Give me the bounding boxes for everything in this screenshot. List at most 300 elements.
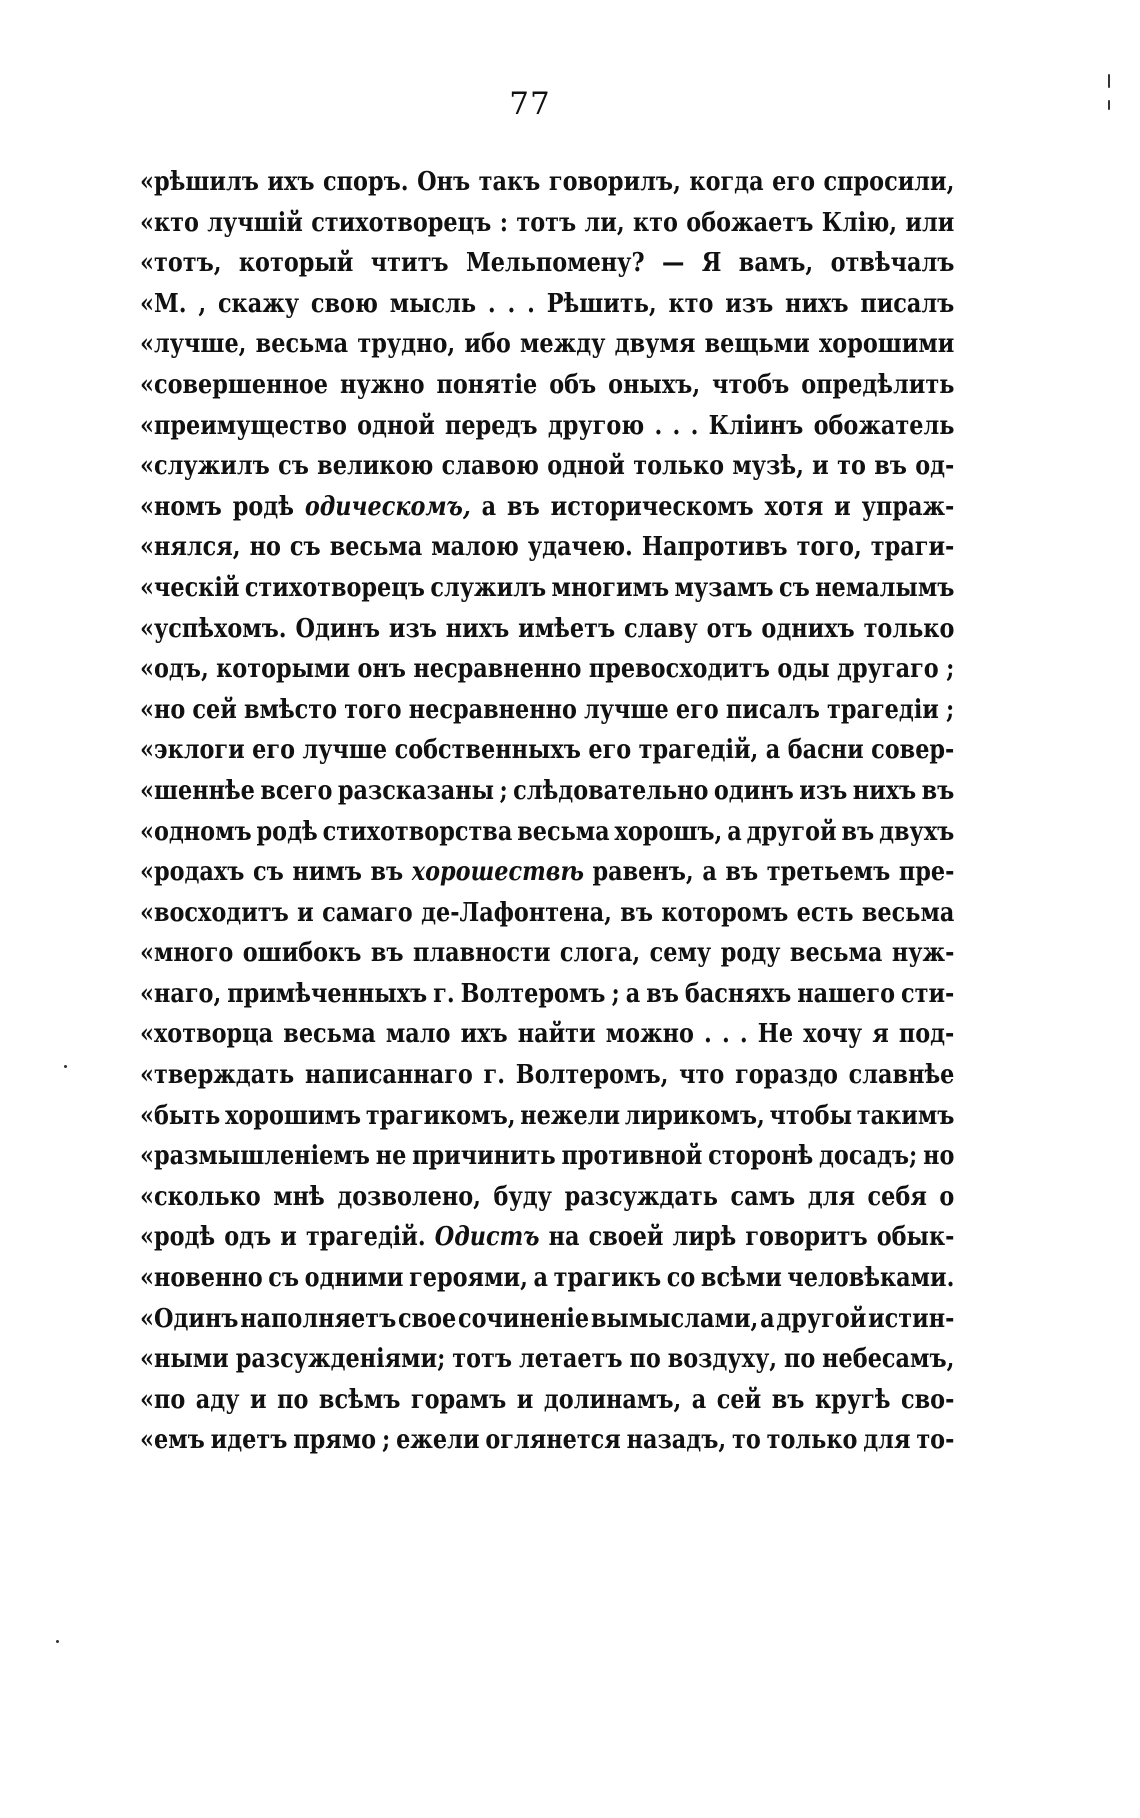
word: и <box>834 491 851 522</box>
word: сти- <box>900 978 955 1009</box>
word: «успѣхомъ. <box>140 613 287 644</box>
word: «номъ <box>140 491 222 522</box>
word: вымыслами, <box>590 1303 759 1334</box>
word: Напротивъ <box>641 532 788 563</box>
word: «емъ <box>140 1425 205 1456</box>
word: противной <box>561 1141 703 1172</box>
word: лирикомъ, <box>624 1100 765 1131</box>
word: трагедіи <box>827 694 939 725</box>
word: сво- <box>901 1384 955 1415</box>
word: тотъ <box>516 207 577 238</box>
text-line <box>140 690 954 731</box>
word: ошибокъ <box>242 938 362 969</box>
word: которыми <box>216 654 351 685</box>
word: и <box>812 451 829 482</box>
ink-speck <box>1108 100 1110 110</box>
word: въ <box>725 857 759 888</box>
word: о <box>939 1181 955 1212</box>
word: несравненно <box>413 654 582 685</box>
word: нихъ <box>785 288 849 319</box>
word: «одъ, <box>140 654 209 685</box>
word: тотъ <box>452 1344 513 1375</box>
word: кто <box>668 288 714 319</box>
word: всѣми <box>700 1263 782 1294</box>
word: того <box>344 694 402 725</box>
word: гораздо <box>735 1060 838 1091</box>
word: «эклоги <box>140 735 245 766</box>
word: написаннаго <box>305 1060 473 1091</box>
word: нихъ <box>852 775 917 806</box>
word: «но <box>140 694 186 725</box>
word: ; <box>946 654 955 685</box>
word: «быть <box>140 1100 221 1131</box>
word: весьма <box>861 897 955 928</box>
word: небесамъ, <box>822 1344 955 1375</box>
text-line <box>140 893 954 934</box>
word: Кліинъ <box>708 410 804 441</box>
word: съ <box>778 572 810 603</box>
word: под- <box>898 1019 955 1050</box>
word: ихъ <box>460 1019 508 1050</box>
word: самъ <box>730 1181 796 1212</box>
word: самаго <box>322 897 413 928</box>
word: двухъ <box>879 816 955 847</box>
word: весьма <box>255 329 349 360</box>
word: родѣ <box>256 816 318 847</box>
word: совер- <box>871 735 955 766</box>
word: «нялся, <box>140 532 241 563</box>
word: для <box>863 1425 911 1456</box>
word: всѣмъ <box>318 1384 401 1415</box>
word: . <box>704 1019 712 1050</box>
word: понятіе <box>436 369 538 400</box>
word: «восходитъ <box>140 897 289 928</box>
word: Не <box>757 1019 794 1050</box>
word: роду <box>720 938 781 969</box>
word: Волтеромъ, <box>515 1060 669 1091</box>
word: вамъ, <box>738 248 814 279</box>
word: ежели <box>396 1425 480 1456</box>
word: Одистъ <box>434 1222 540 1253</box>
word: славу <box>623 613 698 644</box>
word: собственныхъ <box>394 735 581 766</box>
word: между <box>519 329 606 360</box>
word: съ <box>278 451 309 482</box>
word: только <box>633 451 725 482</box>
word: сочиненіе <box>457 1303 590 1334</box>
word: басни <box>787 735 864 766</box>
word: «родѣ <box>140 1222 216 1253</box>
word: съ <box>289 532 321 563</box>
word: его <box>252 735 296 766</box>
word: «тотъ, <box>140 248 222 279</box>
word: «шеннѣе <box>140 775 255 806</box>
word: другаго <box>837 654 939 685</box>
word: сему <box>649 938 712 969</box>
word: многимъ <box>551 572 670 603</box>
word: споръ. <box>323 167 409 197</box>
text-line <box>140 812 954 853</box>
word: славою <box>441 451 539 482</box>
word: одическомъ, <box>304 491 471 522</box>
word: есть <box>796 897 854 928</box>
ink-speck <box>56 1640 59 1643</box>
word: стихотворства <box>322 816 513 847</box>
word: «новенно <box>140 1263 263 1294</box>
word: что <box>679 1060 725 1091</box>
word: говорилъ, <box>548 167 681 197</box>
word: отъ <box>706 613 753 644</box>
word: «служилъ <box>140 451 270 482</box>
word: и <box>280 1222 297 1253</box>
word: опредѣлить <box>801 369 955 400</box>
word: передъ <box>445 410 538 441</box>
word: вещьми <box>704 329 810 360</box>
word: буду <box>493 1181 552 1212</box>
word: всего <box>260 775 333 806</box>
word: свое <box>397 1303 457 1334</box>
text-line <box>140 649 954 690</box>
word: Я <box>701 248 722 279</box>
word: скажу <box>217 288 300 319</box>
word: а <box>533 1263 548 1294</box>
word: славнѣе <box>848 1060 955 1091</box>
word: хотя <box>764 491 824 522</box>
word: и <box>250 1384 267 1415</box>
word: героями, <box>409 1263 528 1294</box>
word: хорошъ, <box>614 816 723 847</box>
word: плавности <box>412 938 551 969</box>
text-line <box>140 1014 954 1055</box>
word: сторонѣ <box>708 1141 814 1172</box>
word: . <box>507 288 516 319</box>
word: «тверждать <box>140 1060 295 1091</box>
word: въ <box>507 491 540 522</box>
word: другой <box>746 816 837 847</box>
word: онъ <box>357 654 406 685</box>
text-line <box>140 730 954 771</box>
text-line <box>140 243 954 284</box>
word: превосходитъ <box>588 654 770 685</box>
word: «преимущество <box>140 410 347 441</box>
word: въ <box>646 978 679 1009</box>
word: ; <box>381 1425 391 1456</box>
word: лучше <box>584 694 669 725</box>
word: обожаетъ <box>686 207 814 238</box>
word: «кто <box>140 207 199 238</box>
text-line <box>140 365 954 406</box>
word: «наго, <box>140 978 222 1009</box>
word: долинамъ, <box>543 1384 682 1415</box>
word: летаетъ <box>518 1344 623 1375</box>
ink-speck <box>64 1065 67 1068</box>
text-line <box>140 1177 954 1218</box>
word: од- <box>915 451 955 482</box>
text-line <box>140 527 954 568</box>
word: а <box>727 816 742 847</box>
word: «совершенное <box>140 369 329 400</box>
word: съ <box>253 857 284 888</box>
word: «много <box>140 938 234 969</box>
word: трагедій. <box>305 1222 426 1253</box>
word: третьемъ <box>766 857 891 888</box>
word: Волтеромъ <box>460 978 606 1009</box>
word: другою <box>547 410 645 441</box>
word: говоритъ <box>745 1222 868 1253</box>
word: хочу <box>803 1019 863 1050</box>
word: г. <box>433 978 455 1009</box>
word: изъ <box>725 288 774 319</box>
word: лучше <box>302 735 388 766</box>
word: другой <box>776 1303 867 1334</box>
word: чтобы <box>769 1100 853 1131</box>
word: весьма <box>283 1019 376 1050</box>
word: причинить <box>412 1141 556 1172</box>
word: . <box>527 288 535 319</box>
word: чтитъ <box>370 248 449 279</box>
word: «хотворца <box>140 1019 274 1050</box>
text-line <box>140 1055 954 1096</box>
text-line <box>140 284 954 325</box>
word: мнѣ <box>273 1181 325 1212</box>
word: обожатель <box>813 410 955 441</box>
word: и <box>516 1384 534 1415</box>
word: мысль <box>389 288 477 319</box>
word: свою <box>310 288 378 319</box>
word: аду <box>195 1384 240 1415</box>
word: лучшій <box>207 207 303 238</box>
word: отвѣчалъ <box>830 248 955 279</box>
word: ; <box>946 694 955 725</box>
word: только <box>766 1425 858 1456</box>
body-text <box>140 162 955 1461</box>
word: которомъ <box>661 897 789 928</box>
word: разсужденіями; <box>235 1344 446 1375</box>
word: по <box>783 1344 816 1375</box>
word: а <box>760 1303 775 1334</box>
word: ; <box>499 775 508 806</box>
word: по <box>629 1344 661 1375</box>
word: истин- <box>868 1303 955 1334</box>
word: слѣдовательно <box>513 775 709 806</box>
word: то <box>732 1425 761 1456</box>
word: , <box>198 288 207 319</box>
word: чтобъ <box>712 369 790 400</box>
word: прямо <box>293 1425 377 1456</box>
word: музѣ, <box>732 451 804 482</box>
word: то- <box>916 1425 955 1456</box>
word: то <box>837 451 866 482</box>
word: въ <box>921 775 955 806</box>
word: «рѣшилъ <box>140 167 259 197</box>
word: спросили, <box>823 167 955 197</box>
word: въ <box>841 816 875 847</box>
word: трагедій, <box>638 735 759 766</box>
text-line <box>140 446 954 487</box>
ink-speck <box>1108 74 1110 88</box>
word: такъ <box>478 167 541 197</box>
word: «родахъ <box>140 857 245 888</box>
word: г. <box>483 1060 506 1091</box>
word: родѣ <box>232 491 294 522</box>
word: а <box>765 735 781 766</box>
word: писалъ <box>860 288 955 319</box>
word: басняхъ <box>684 978 792 1009</box>
word: съ <box>268 1263 300 1294</box>
word: стихотворецъ <box>311 207 492 238</box>
word: своей <box>588 1222 664 1253</box>
word: мало <box>385 1019 451 1050</box>
word: можно <box>605 1019 694 1050</box>
word: хорошимъ <box>225 1100 362 1131</box>
word: обык- <box>876 1222 955 1253</box>
word: весьма <box>517 816 610 847</box>
text-line <box>140 1299 954 1340</box>
word: пре- <box>898 857 955 888</box>
word: Рѣшить, <box>546 288 657 319</box>
text-line <box>140 1136 954 1177</box>
word: великою <box>317 451 434 482</box>
word: музамъ <box>674 572 774 603</box>
word: малою <box>431 532 519 563</box>
word: разсказаны <box>337 775 495 806</box>
word: одними <box>304 1263 404 1294</box>
text-line <box>140 1258 954 1299</box>
word: ихъ <box>267 167 315 197</box>
word: . <box>739 1019 748 1050</box>
word: нуж- <box>891 938 955 969</box>
word: «ными <box>140 1344 229 1375</box>
word: такимъ <box>856 1100 955 1131</box>
word: Одинъ <box>295 613 380 644</box>
word: нежели <box>520 1100 621 1131</box>
word: немалымъ <box>815 572 955 603</box>
text-line <box>140 852 954 893</box>
text-line <box>140 1217 954 1258</box>
word: оглянется <box>485 1425 621 1456</box>
word: кругѣ <box>814 1384 891 1415</box>
text-line <box>140 1339 954 1380</box>
word: Онъ <box>417 167 471 197</box>
word: . <box>487 288 496 319</box>
text-line <box>140 933 954 974</box>
word: — <box>661 248 685 279</box>
word: себя <box>867 1181 927 1212</box>
word: досадъ; <box>819 1141 918 1172</box>
text-line <box>140 1096 954 1137</box>
text-line <box>140 974 954 1015</box>
word: для <box>807 1181 855 1212</box>
word: со <box>666 1263 696 1294</box>
word: того, <box>796 532 862 563</box>
word: равенъ, <box>592 857 694 888</box>
word: или <box>905 207 955 238</box>
word: : <box>499 207 508 238</box>
word: найти <box>517 1019 596 1050</box>
word: сей <box>192 694 237 725</box>
word: одъ <box>224 1222 272 1253</box>
word: назадъ, <box>626 1425 727 1456</box>
word: только <box>863 613 955 644</box>
word: одинъ <box>713 775 794 806</box>
word: упраж- <box>861 491 955 522</box>
word: одной <box>357 410 435 441</box>
word: на <box>548 1222 580 1253</box>
word: воздуху, <box>667 1344 778 1375</box>
text-line <box>140 162 954 203</box>
word: горамъ <box>410 1384 507 1415</box>
word: нужно <box>339 369 425 400</box>
word: траги- <box>870 532 955 563</box>
word: наполняетъ <box>240 1303 397 1334</box>
text-line <box>140 609 954 650</box>
word: а <box>691 1384 707 1415</box>
word: его <box>588 735 632 766</box>
word: Клію, <box>821 207 898 238</box>
text-line <box>140 324 954 365</box>
word: имѣетъ <box>518 613 616 644</box>
word: объ <box>549 369 597 400</box>
word: слога, <box>559 938 641 969</box>
word: сей <box>716 1384 762 1415</box>
word: историческомъ <box>550 491 754 522</box>
word: кто <box>633 207 678 238</box>
word: «лучше, <box>140 329 247 360</box>
word: по <box>277 1384 309 1415</box>
word: въ <box>620 897 653 928</box>
text-line <box>140 203 954 244</box>
word: примѣченныхъ <box>227 978 428 1009</box>
word: двумя <box>614 329 696 360</box>
word: . <box>721 1019 730 1050</box>
word: несравненно <box>408 694 577 725</box>
word: въ <box>874 451 907 482</box>
text-line <box>140 1380 954 1421</box>
word: трудно, <box>357 329 456 360</box>
word: «одномъ <box>140 816 252 847</box>
word: служилъ <box>430 572 547 603</box>
word: нимъ <box>292 857 362 888</box>
text-line <box>140 487 954 528</box>
word: вмѣсто <box>243 694 338 725</box>
word: разсуждать <box>564 1181 718 1212</box>
word: весьма <box>329 532 423 563</box>
page-number: 77 <box>509 86 551 122</box>
word: . <box>654 410 663 441</box>
word: ; <box>611 978 620 1009</box>
word: нашего <box>797 978 895 1009</box>
word: «ческій <box>140 572 240 603</box>
word: человѣками. <box>787 1263 955 1294</box>
word: . <box>690 410 699 441</box>
word: въ <box>370 857 404 888</box>
word: а <box>702 857 717 888</box>
word: трагикъ <box>553 1263 662 1294</box>
word: я <box>872 1019 889 1050</box>
word: писалъ <box>725 694 820 725</box>
word: идетъ <box>210 1425 288 1456</box>
word: одной <box>547 451 625 482</box>
text-line <box>140 771 954 812</box>
word: но <box>923 1141 955 1172</box>
word: не <box>375 1141 407 1172</box>
word: въ <box>370 938 404 969</box>
word: дозволено, <box>337 1181 481 1212</box>
text-line <box>140 406 954 447</box>
word: лирѣ <box>672 1222 737 1253</box>
text-line <box>140 568 954 609</box>
word: а <box>625 978 641 1009</box>
